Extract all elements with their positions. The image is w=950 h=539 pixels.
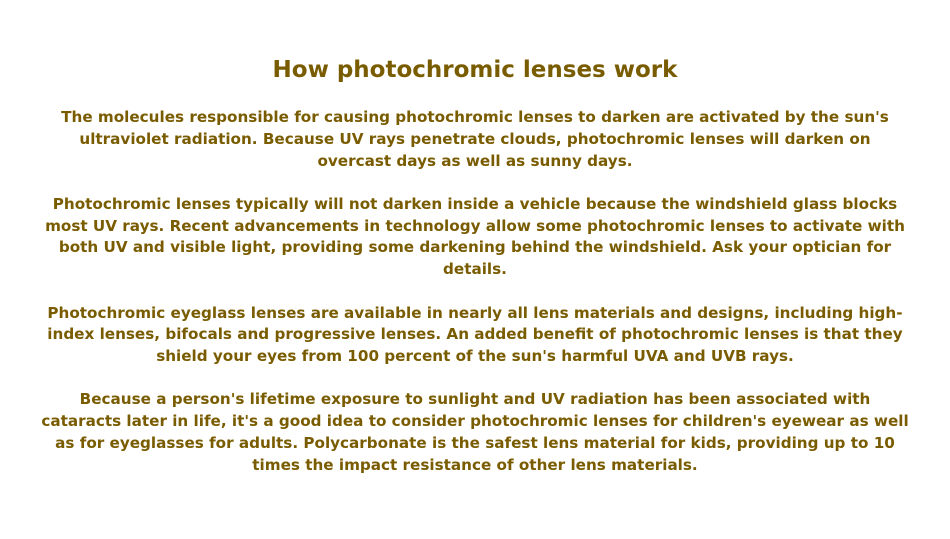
article [40, 54, 910, 498]
article-title: How photochromic lenses work [272, 57, 678, 83]
paragraph-uv-activation: The molecules responsible for causing photochromic lenses to darken are activated by the sun's ultraviolet radiation. Because UV rays penetrate clouds, photochromic lenses will darken on overcast days as well as sunny days. [61, 108, 889, 170]
paragraph-materials: Photochromic eyeglass lenses are available in nearly all lens materials and designs, including high-index lenses, bifocals and progressive lenses. An added benefit of photochromic lenses is that they shield your eyes from 100 percent of the sun's harmful UVA and UVB rays. [47, 303, 903, 366]
paragraph-vehicle: Photochromic lenses typically will not darken inside a vehicle because the windshield glass blocks most UV rays. Recent advancements in technology allow some photochromic lenses to activate with both UV and visible light, providing some darkening behind the windshield. Ask your optician for details. [45, 194, 905, 279]
paragraph-children: Because a person's lifetime exposure to sunlight and UV radiation has been associated with cataracts later in life, it's a good idea to consider photochromic lenses for children's eyewear as well as for eyeglasses for adults. Polycarbonate is the safest lens material for kids, providing up to 10 times the impact resistance of other lens materials. [41, 390, 909, 474]
